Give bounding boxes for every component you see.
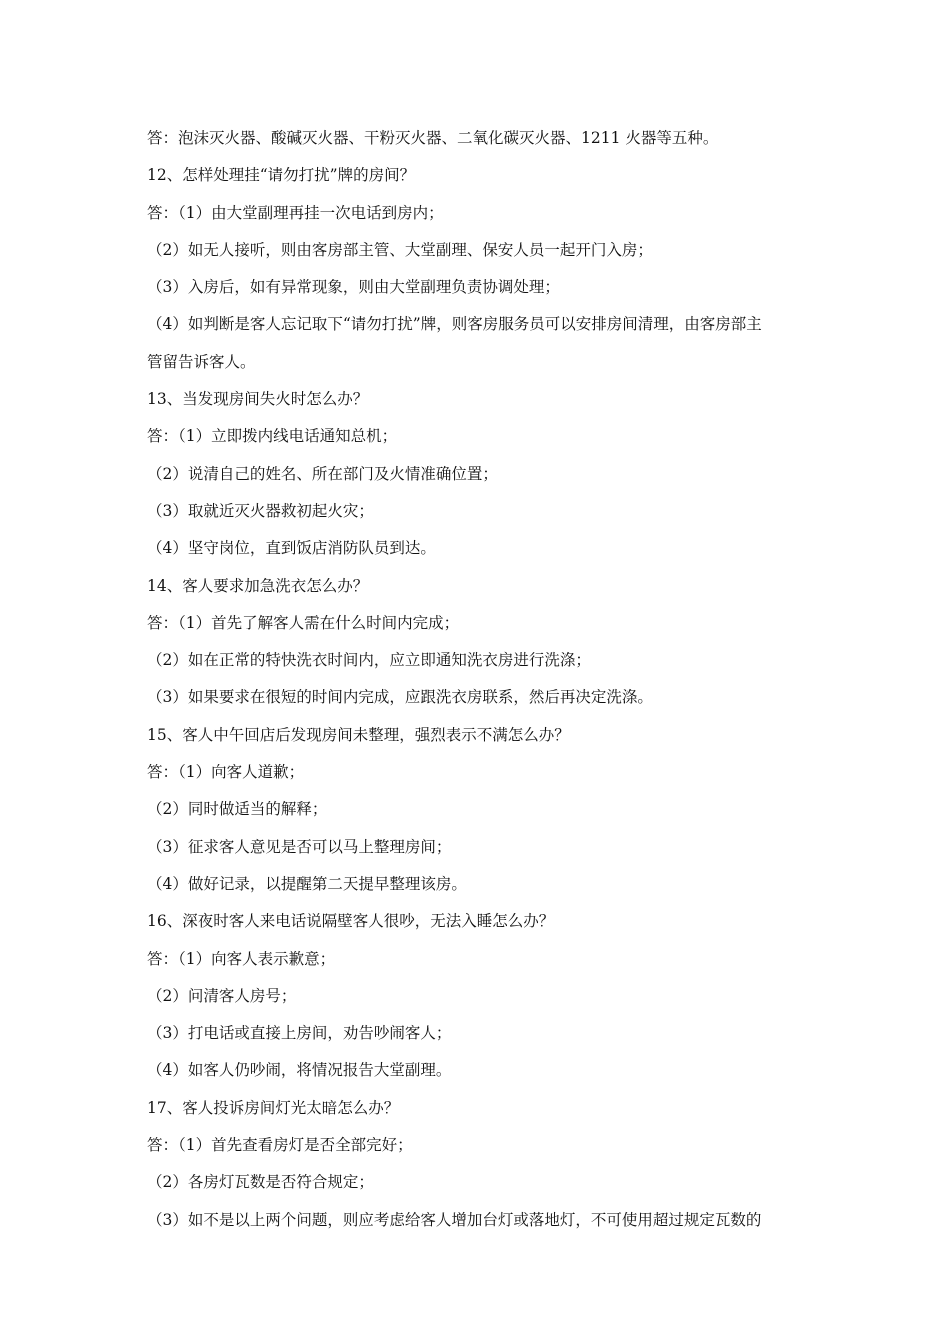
question-line: 13、当发现房间失火时怎么办？ (147, 390, 369, 409)
answer-line: 答：（1）立即拨内线电话通知总机； (147, 427, 398, 446)
question-line: 16、深夜时客人来电话说隔壁客人很吵，无法入睡怎么办？ (147, 912, 555, 931)
answer-item-line: （3）如不是以上两个问题，则应考虑给客人增加台灯或落地灯，不可使用超过规定瓦数的 (147, 1210, 762, 1229)
answer-line: 答：（1）向客人表示歉意； (147, 949, 336, 968)
document-body (147, 120, 827, 1239)
question-line: 17、客人投诉房间灯光太暗怎么办？ (147, 1098, 400, 1117)
answer-item-line: （3）打电话或直接上房间，劝告吵闹客人； (147, 1024, 452, 1043)
answer-item-line: （2）同时做适当的解释； (147, 800, 328, 819)
answer-line: 答：（1）由大堂副理再挂一次电话到房内； (147, 203, 444, 222)
answer-item-line: （2）如在正常的特快洗衣时间内，应立即通知洗衣房进行洗涤； (147, 651, 591, 670)
answer-line: 答：（1）向客人道歉； (147, 763, 305, 782)
answer-item-line: （3）征求客人意见是否可以马上整理房间； (147, 837, 452, 856)
answer-item-line: （2）如无人接听，则由客房部主管、大堂副理、保安人员一起开门入房； (147, 240, 653, 259)
answer-line: 答：泡沫灭火器、酸碱灭火器、干粉灭火器、二氧化碳灭火器、1211 火器等五种。 (147, 129, 719, 147)
answer-line: 答：（1）首先了解客人需在什么时间内完成； (147, 613, 460, 632)
answer-item-line: （4）如客人仍吵闹，将情况报告大堂副理。 (147, 1061, 452, 1080)
answer-item-line: （3）入房后，如有异常现象，则由大堂副理负责协调处理； (147, 278, 560, 297)
answer-item-line: （3）取就近灭火器救初起火灾； (147, 501, 374, 520)
answer-item-line: 管留告诉客人。 (147, 352, 256, 371)
question-line: 12、怎样处理挂“请勿打扰”牌的房间？ (147, 166, 416, 185)
answer-item-line: （4）坚守岗位，直到饭店消防队员到达。 (147, 539, 436, 558)
answer-item-line: （2）各房灯瓦数是否符合规定； (147, 1173, 374, 1192)
question-line: 14、客人要求加急洗衣怎么办？ (147, 576, 369, 595)
answer-item-line: （4）做好记录，以提醒第二天提早整理该房。 (147, 874, 467, 893)
answer-item-line: （3）如果要求在很短的时间内完成，应跟洗衣房联系，然后再决定洗涤。 (147, 688, 653, 707)
answer-item-line: （4）如判断是客人忘记取下“请勿打扰”牌，则客房服务员可以安排房间清理，由客房部主 (147, 315, 762, 334)
question-line: 15、客人中午回店后发现房间未整理，强烈表示不满怎么办？ (147, 725, 570, 744)
answer-line: 答：（1）首先查看房灯是否全部完好； (147, 1136, 413, 1155)
answer-item-line: （2）问清客人房号； (147, 986, 297, 1005)
answer-item-line: （2）说清自己的姓名、所在部门及火情准确位置； (147, 464, 498, 483)
